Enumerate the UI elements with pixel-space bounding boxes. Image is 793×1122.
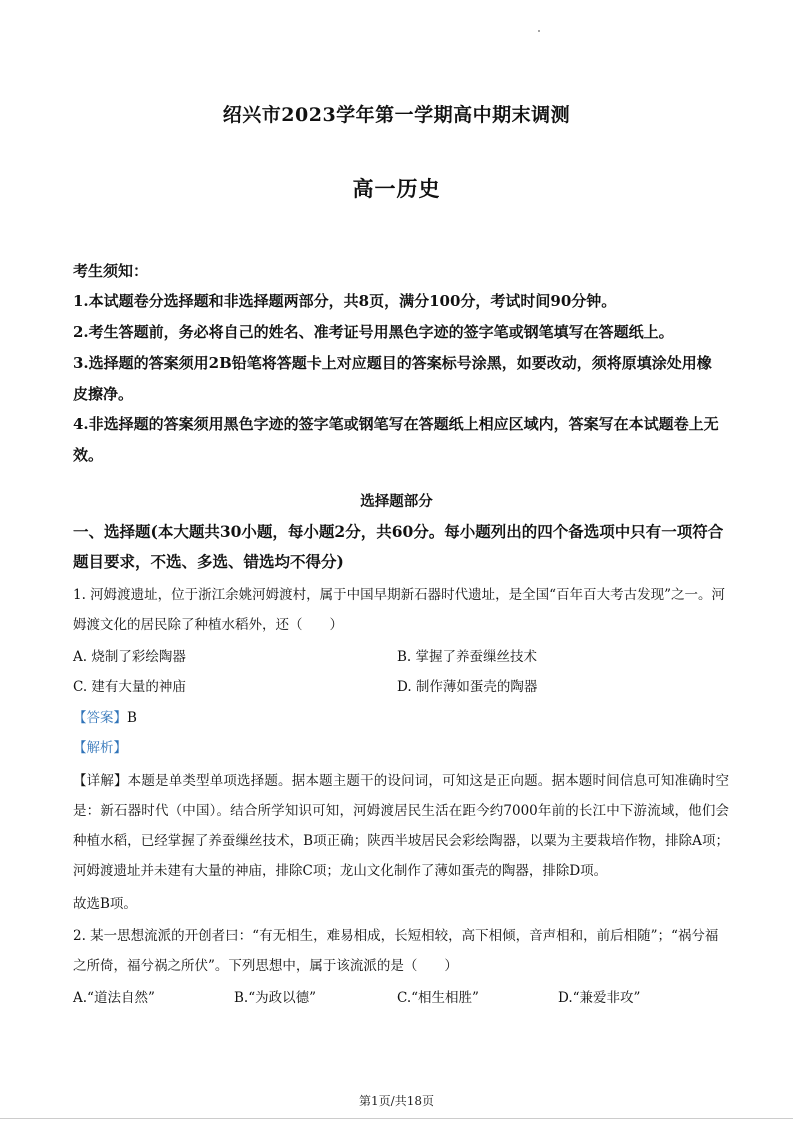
question-1-option-b: B. 掌握了养蚕缫丝技术: [397, 649, 538, 665]
question-2-option-b: B.“为政以德”: [234, 990, 317, 1006]
question-1-detail: 【详解】本题是单类型单项选择题。据本题主题干的设问词，可知这是正向题。据本题时间信息可知准确时空是：新石器时代（中国）。结合所学知识可知，河姆渡居民生活在距今约7000年前的长江中下游流域，他们会种植水稻，已经掌握了养蚕缫丝技术，B项正确；陕西半坡居民会彩绘陶器，以粟为主要栽培作物，排除A项；河姆渡遗址并未建有大量的神庙，排除C项；龙山文化制作了薄如蛋壳的陶器，排除D项。: [73, 773, 729, 879]
subject-title: 高一历史: [352, 176, 441, 201]
question-1-text: 1. 河姆渡遗址，位于浙江余姚河姆渡村，属于中国早期新石器时代遗址，是全国“百年百大考古发现”之一。河姆渡文化的居民除了种植水稻外，还（ ）: [73, 587, 725, 633]
part-heading: 一、选择题(本大题共30小题，每小题2分，共60分。每小题列出的四个备选项中只有一项符合题目要求，不选、多选、错选均不得分): [73, 522, 724, 571]
page-footer: 第1页/共18页: [359, 1094, 434, 1108]
question-1-option-c: C. 建有大量的神庙: [73, 679, 186, 695]
exam-title: 绍兴市2023学年第一学期高中期末调测: [222, 104, 571, 126]
scan-dot: [538, 30, 540, 32]
section-title: 选择题部分: [360, 493, 433, 510]
question-2-option-c: C.“相生相胜”: [397, 990, 479, 1006]
question-1-conclusion: 故选B项。: [73, 896, 137, 912]
notice-rule-2: 2.考生答题前，务必将自己的姓名、准考证号用黑色字迹的签字笔或钢笔填写在答题纸上。: [73, 323, 674, 341]
question-1-answer: [73, 708, 137, 728]
notice-rule-1: 1.本试题卷分选择题和非选择题两部分，共8页，满分100分，考试时间90分钟。: [73, 292, 617, 310]
question-2-option-a: A.“道法自然”: [73, 990, 155, 1006]
notice-heading: 考生须知：: [73, 262, 149, 280]
question-2-text: 2. 某一思想流派的开创者曰：“有无相生，难易相成，长短相较，高下相倾，音声相和，前后相随”；“祸兮福之所倚，福兮祸之所伏”。下列思想中，属于该流派的是（ ）: [73, 928, 719, 974]
notice-rule-3: 3.选择题的答案须用2B铅笔将答题卡上对应题目的答案标号涂黑，如要改动，须将原填涂处用橡皮擦净。: [73, 354, 712, 403]
notice-rule-4: 4.非选择题的答案须用黑色字迹的签字笔或钢笔写在答题纸上相应区域内，答案写在本试题卷上无效。: [73, 415, 719, 464]
question-1-option-d: D. 制作薄如蛋壳的陶器: [397, 679, 538, 695]
answer-value: B: [127, 710, 137, 726]
question-1-analysis: [73, 738, 127, 758]
answer-label: 【答案】: [73, 710, 127, 726]
question-2-option-d: D.“兼爱非攻”: [558, 990, 641, 1006]
question-1-option-a: A. 烧制了彩绘陶器: [73, 649, 186, 665]
analysis-label: 【解析】: [73, 740, 127, 756]
bottom-divider: [0, 1118, 793, 1119]
